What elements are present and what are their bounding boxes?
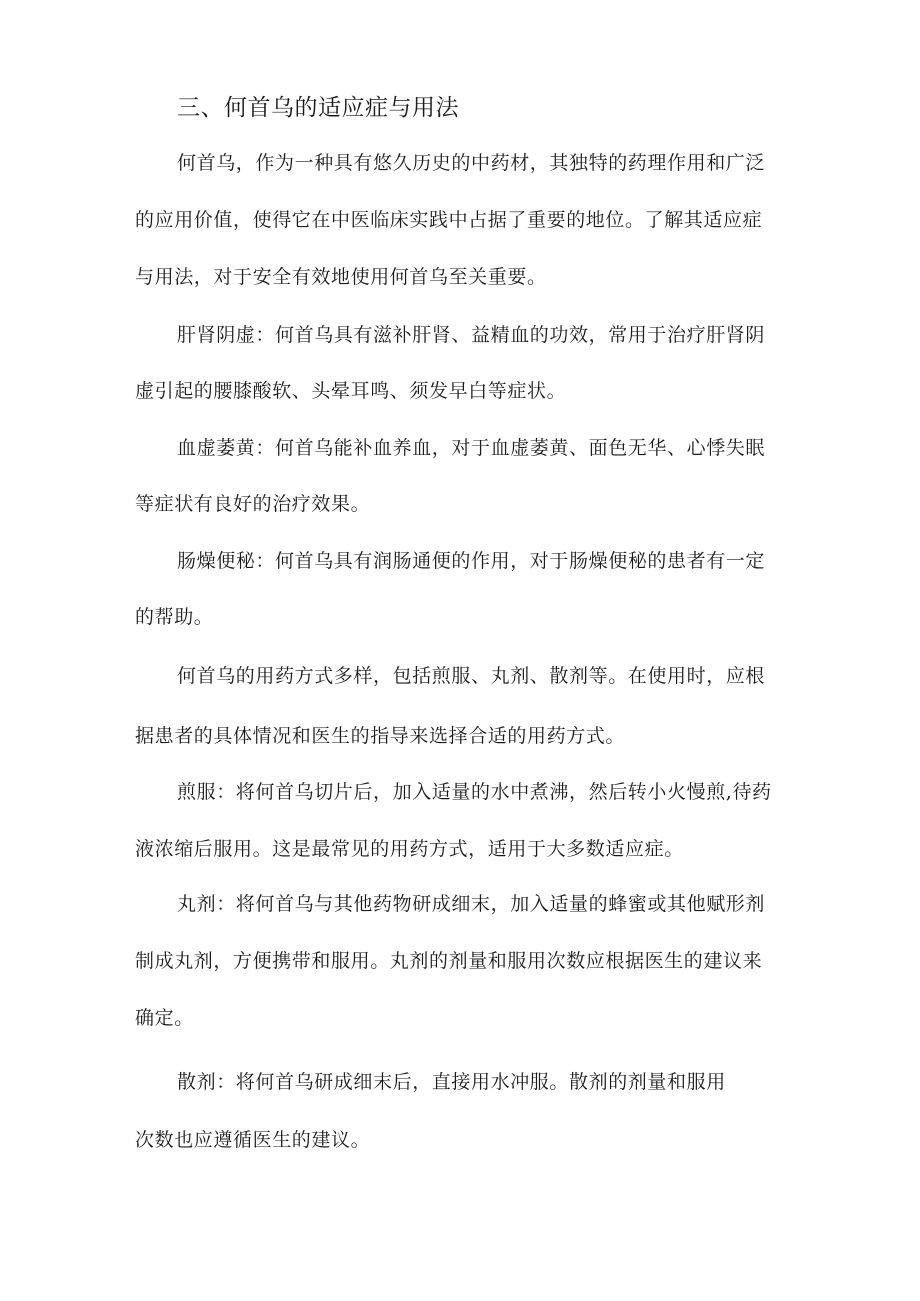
section-heading: 三、何首乌的适应症与用法 xyxy=(177,95,459,121)
paragraph-pill-line-2: 制成丸剂，方便携带和服用。丸剂的剂量和服用次数应根据医生的建议来 xyxy=(135,950,763,972)
paragraph-liver-kidney-line-2: 虚引起的腰膝酸软、头晕耳鸣、须发早白等症状。 xyxy=(135,380,567,402)
paragraph-decoction-line-2: 液浓缩后服用。这是最常见的用药方式，适用于大多数适应症。 xyxy=(135,838,684,860)
paragraph-pill-line-1: 丸剂：将何首乌与其他药物研成细末，加入适量的蜂蜜或其他赋形剂 xyxy=(177,893,766,915)
paragraph-usage-overview-line-1: 何首乌的用药方式多样，包括煎服、丸剂、散剂等。在使用时，应根 xyxy=(177,665,766,687)
paragraph-intro-line-1: 何首乌，作为一种具有悠久历史的中药材，其独特的药理作用和广泛 xyxy=(177,152,766,174)
paragraph-blood-deficiency-line-1: 血虚萎黄：何首乌能补血养血，对于血虚萎黄、面色无华、心悸失眠 xyxy=(177,437,766,459)
paragraph-liver-kidney-line-1: 肝肾阴虚：何首乌具有滋补肝肾、益精血的功效，常用于治疗肝肾阴 xyxy=(177,324,766,346)
paragraph-blood-deficiency-line-2: 等症状有良好的治疗效果。 xyxy=(135,493,371,515)
paragraph-powder-line-2: 次数也应遵循医生的建议。 xyxy=(135,1129,371,1151)
paragraph-powder-line-1: 散剂：将何首乌研成细末后，直接用水冲服。散剂的剂量和服用 xyxy=(177,1071,726,1093)
paragraph-intro-line-2: 的应用价值，使得它在中医临床实践中占据了重要的地位。了解其适应症 xyxy=(135,209,763,231)
paragraph-constipation-line-2: 的帮助。 xyxy=(135,606,214,628)
paragraph-usage-overview-line-2: 据患者的具体情况和医生的指导来选择合适的用药方式。 xyxy=(135,725,626,747)
paragraph-pill-line-3: 确定。 xyxy=(135,1007,194,1029)
paragraph-decoction-line-1: 煎服：将何首乌切片后，加入适量的水中煮沸，然后转小火慢煎,待药 xyxy=(177,781,772,803)
paragraph-constipation-line-1: 肠燥便秘：何首乌具有润肠通便的作用，对于肠燥便秘的患者有一定 xyxy=(177,550,766,572)
paragraph-intro-line-3: 与用法，对于安全有效地使用何首乌至关重要。 xyxy=(135,266,547,288)
